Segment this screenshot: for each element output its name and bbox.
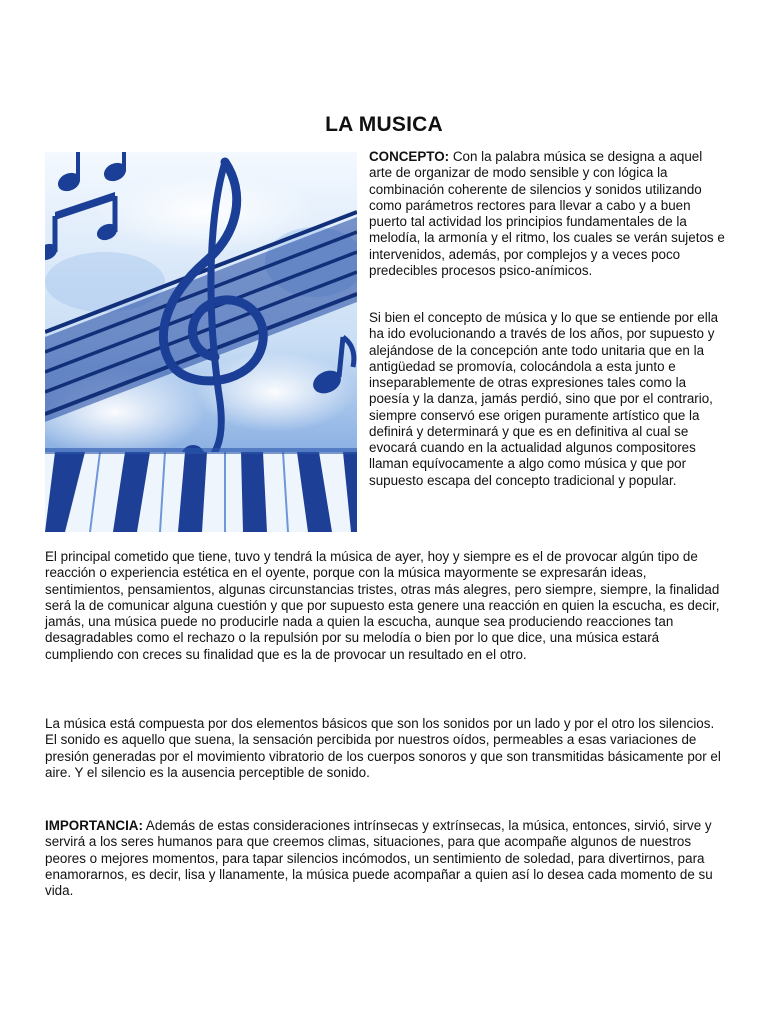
concept-paragraph <box>369 149 725 279</box>
piano-keys <box>45 448 357 532</box>
concept-text: Con la palabra música se designa a aquel arte de organizar de modo sensible y con lógica la combinación coherente de silencios y sonidos utilizando como parámetros rectores para llevar a cabo y a buen puerto tal actividad los principios fundamentales de la melodía, la armonía y el ritmo, los cuales se verán sujetos e intervenidos, además, por complejos y a veces poco predecibles procesos psico-anímicos. <box>369 149 725 278</box>
importance-heading: IMPORTANCIA: <box>45 818 143 833</box>
treble-clef-piano-illustration <box>45 152 357 532</box>
concept-evolution-paragraph: Si bien el concepto de música y lo que se entiende por ella ha ido evolucionando a través de los años, por supuesto y alejándose de la concepción ante todo unitaria que en la antigüedad se promovía, colocándola a esta junto e inseparablemente de otras expresiones tales como la poesía y la danza, jamás perdió, sino que por el contrario, siempre conservó ese origen puramente artístico que la definirá y determinará y que es en definitiva al cual se evocará cuando en la actualidad algunos compositores llaman equívocamente a algo como música y que por supuesto escapa del concepto tradicional y popular. <box>369 310 719 488</box>
purpose-paragraph: El principal cometido que tiene, tuvo y tendrá la música de ayer, hoy y siempre es el de provocar algún tipo de reacción o experiencia estética en el oyente, porque con la música mayormente se expresarán ideas, sentimientos, pensamientos, algunas circunstancias tristes, otras más alegres, pero siempre, siempre, la finalidad será la de comunicar alguna cuestión y que por supuesto esta genere una reacción en quien la escucha, es decir, jamás, una música puede no producirle nada a quien la escucha, aunque sea produciendo reacciones tan desagradables como el rechazo o la repulsión por su melodía o bien por lo que dice, una música estará cumpliendo con creces su finalidad que es la de provocar un resultado en el otro. <box>45 549 720 662</box>
page-title: LA MUSICA <box>325 113 443 136</box>
concept-column <box>369 149 725 489</box>
elements-paragraph: La música está compuesta por dos elementos básicos que son los sonidos por un lado y por el otro los silencios. El sonido es aquello que suena, la sensación percibida por nuestros oídos, permeables a esas variaciones de presión generadas por el movimiento vibratorio de los cuerpos sonoros y que son transmitidas básicamente por el aire. Y el silencio es la ausencia perceptible de sonido. <box>45 716 721 780</box>
importance-text: Además de estas consideraciones intrínsecas y extrínsecas, la música, entonces, sirvió, sirve y servirá a los seres humanos para que creemos climas, situaciones, para que acompañe algunos de nuestros peores o mejores momentos, para tapar silencios incómodos, un sentimiento de soledad, para divertirnos, para enamorarnos, es decir, lisa y llanamente, la música puede acompañar a quien así lo desea cada momento de su vida. <box>45 818 713 898</box>
importance-paragraph <box>45 818 725 899</box>
concept-heading: CONCEPTO: <box>369 149 450 164</box>
